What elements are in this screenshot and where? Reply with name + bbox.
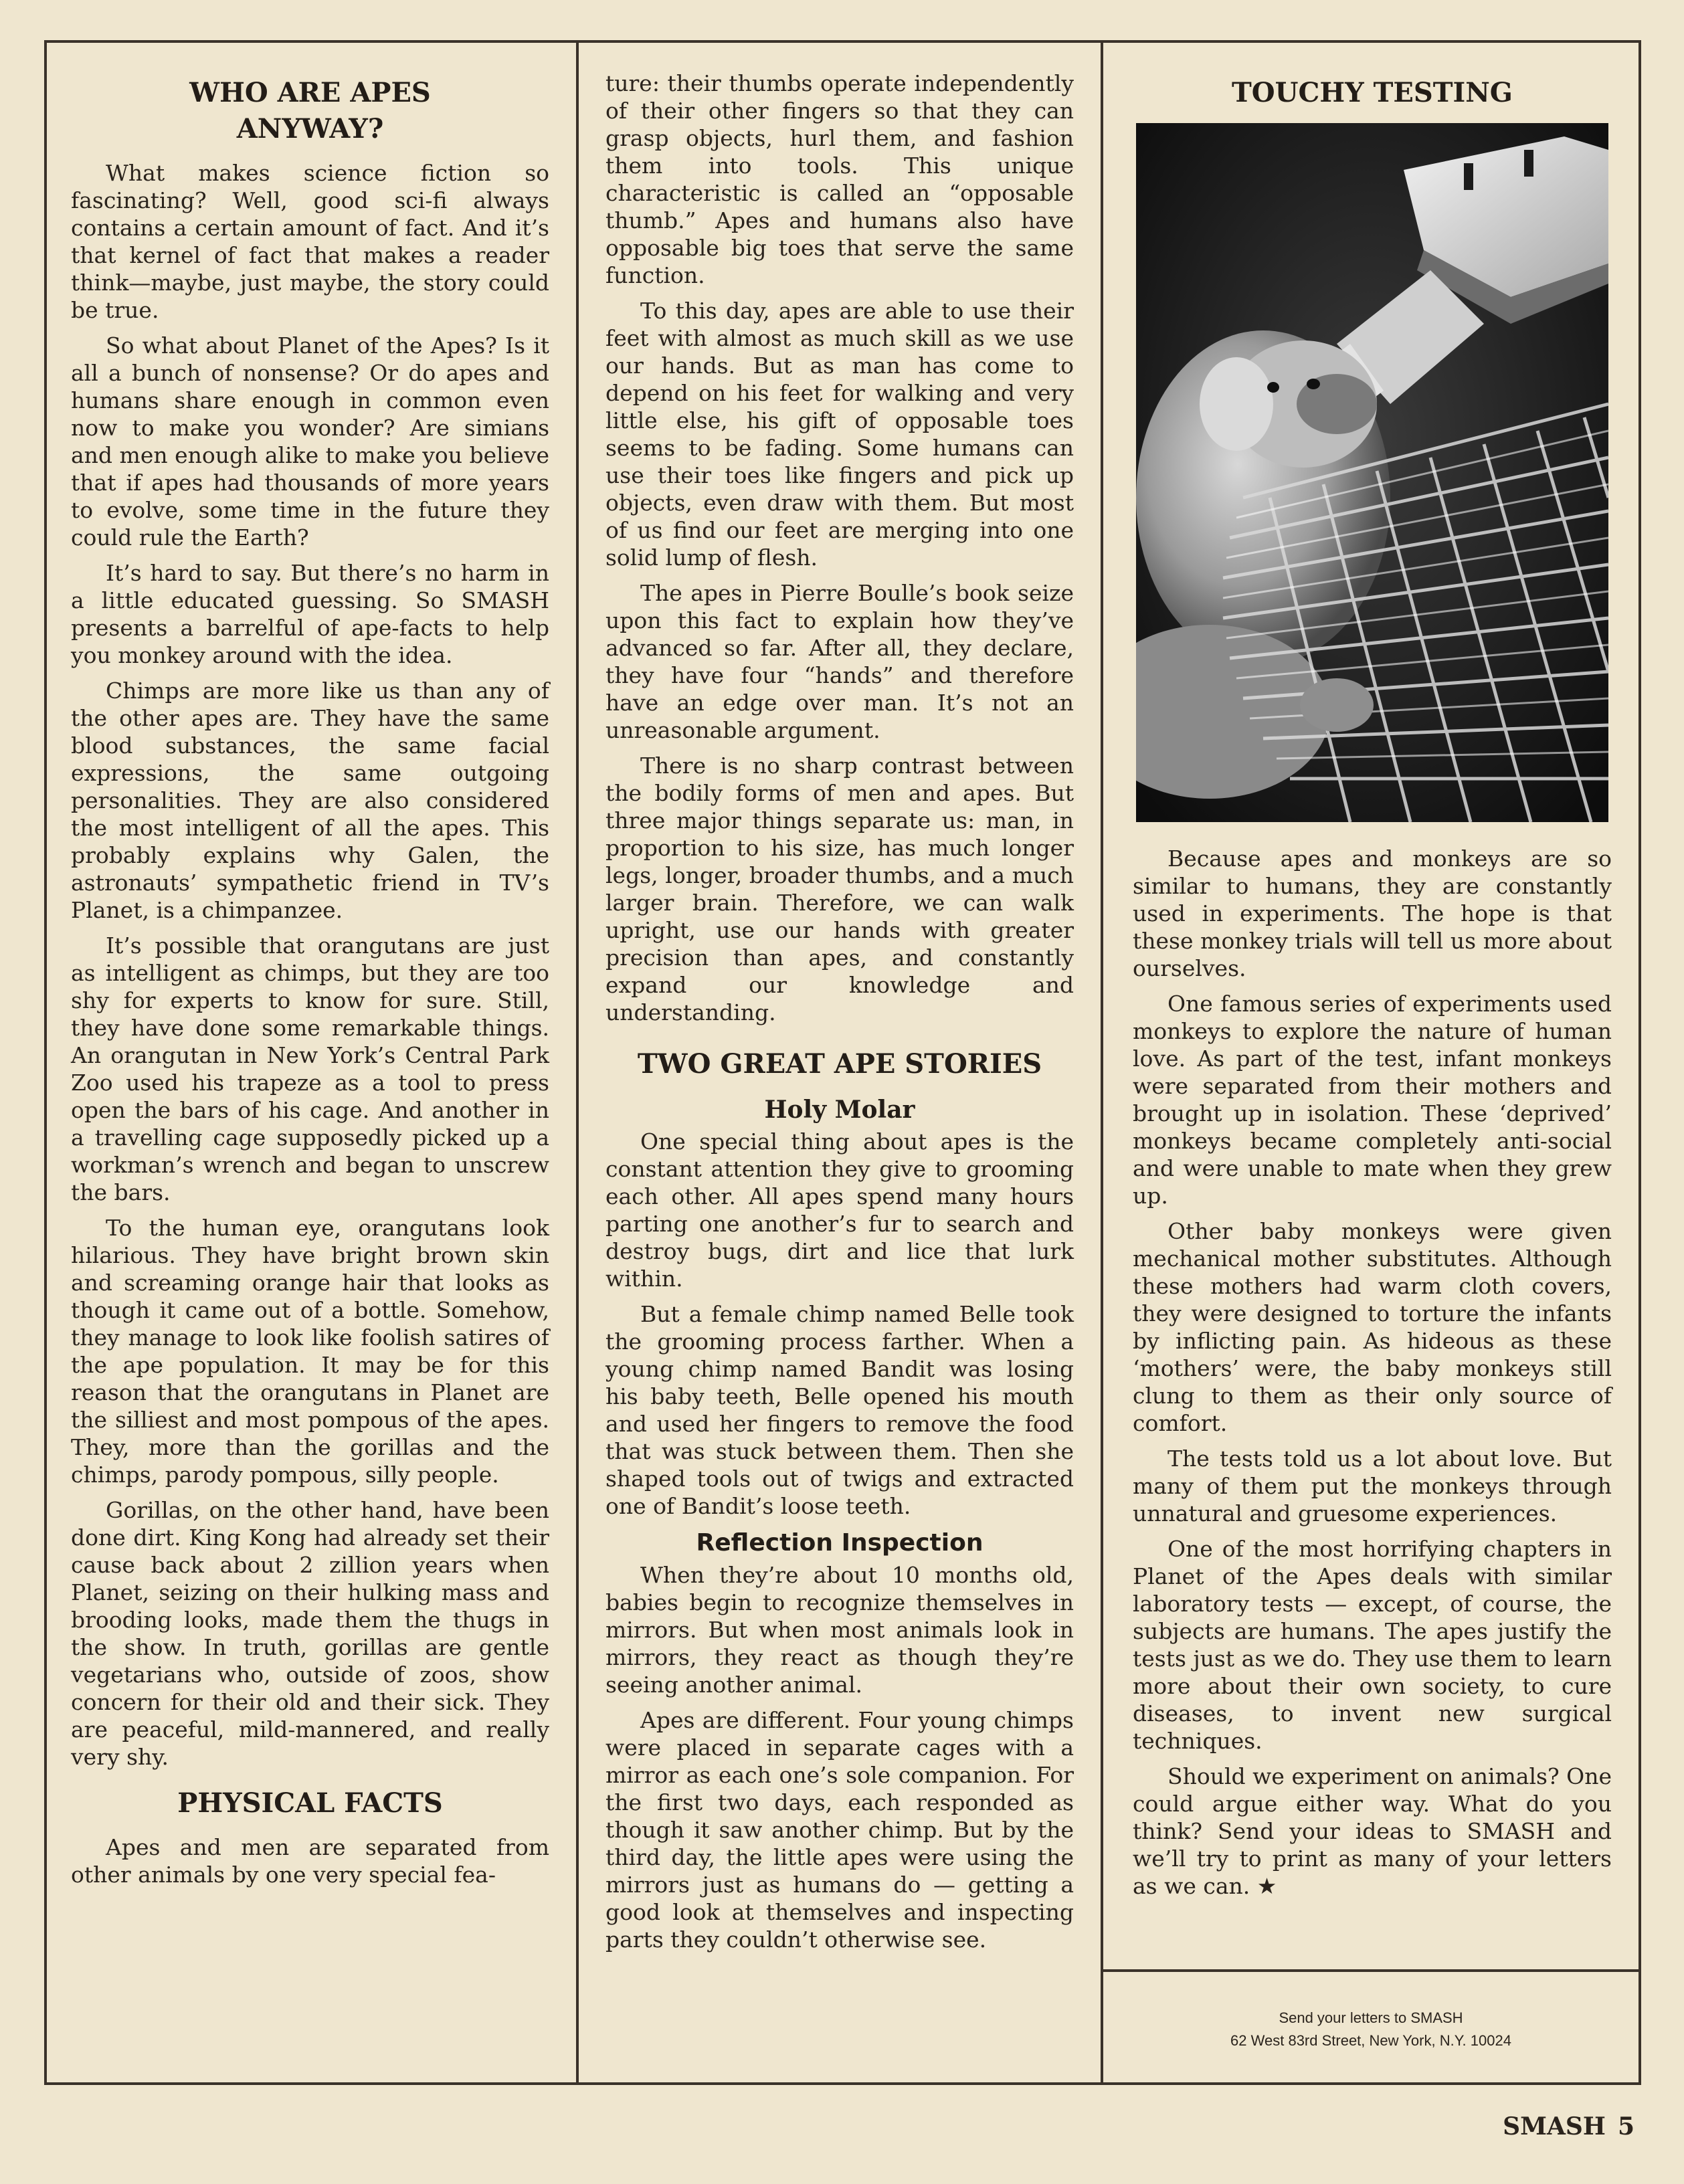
paragraph: It’s possible that orangutans are just as intelligent as chimps, but they are too shy for experts to know for sure. Still, they have done some remarkable things. An orangutan in New York’s Central Park Zoo used his trapeze as a tool to press open the bars of his cage. And another in a travelling cage supposedly picked up a workman’s wrench and began to unscrew the bars. [71,932,549,1205]
magazine-name: SMASH [1503,2112,1606,2141]
paragraph: Apes and men are separated from other animals by one very special fea- [71,1834,549,1888]
section-heading-touchy-testing: TOUCHY TESTING [1232,77,1513,108]
address-line-1: Send your letters to SMASH [1279,2009,1463,2026]
paragraph: To this day, apes are able to use their feet with almost as much skill as we use our hands. But as man has come to depend on his feet for walking and very little else, his gift of opposable toes seems to be fading. Some humans can use their toes like fingers and pick up objects, even draw with them. But most of us find our feet are merging into one solid lump of flesh. [605,298,1074,571]
paragraph: To the human eye, orangutans look hilarious. They have bright brown skin and screaming orange hair that looks as though it came out of a bottle. Somehow, they manage to look like foolish satires of the ape population. It may be for this reason that the orangutans in Planet are the silliest and most pompous of the apes. They, more than the gorillas and the chimps, parody pompous, silly people. [71,1215,549,1488]
paragraph: ture: their thumbs operate independently of their other fingers so that they can grasp objects, hurl them, and fashion them into tools. This unique characteristic is called an “opposable thumb.” Apes and humans also have opposable big toes that serve the same function. [605,70,1074,288]
subheading-reflection-inspection: Reflection Inspection [696,1529,984,1557]
paragraph: But a female chimp named Belle took the grooming process farther. When a young chimp named Bandit was losing his baby teeth, Belle opened his mouth and used her fingers to remove the food that was stuck between them. Then she shaped tools out of twigs and extracted one of Bandit’s loose teeth. [605,1301,1074,1519]
monkey-in-cage-image [1136,123,1608,822]
paragraph: Gorillas, on the other hand, have been done dirt. King Kong had already set their cause back about 2 zillion years when Planet, seizing on their hulking mass and brooding looks, made them the thugs in the show. In truth, gorillas are gentle vegetarians who, outside of zoos, show concern for their old and their sick. They are peaceful, mild-mannered, and really very shy. [71,1497,549,1770]
column-2 [576,40,1101,2085]
paragraph: The apes in Pierre Boulle’s book seize upon this fact to explain how they’ve advanced so far. After all, they declare, they have four “hands” and therefore have an edge over man. It’s not an unreasonable argument. [605,580,1074,743]
paragraph: Apes are different. Four young chimps were placed in separate cages with a mirror as each one’s sole companion. For the first two days, each responded as though it saw another chimp. But by the third day, the little apes were using the mirrors just as humans do — getting a good look at themselves and inspecting parts they couldn’t otherwise see. [605,1707,1074,1953]
paragraph: One of the most horrifying chapters in Planet of the Apes deals with similar laboratory tests — except, of course, the subjects are humans. The apes justify the tests just as we do. They use them to learn more about their own society, to cure diseases, to invent new surgical techniques. [1133,1536,1612,1754]
paragraph: The tests told us a lot about love. But many of them put the monkeys through unnatural and gruesome experiences. [1133,1446,1612,1526]
paragraph: What makes science fiction so fascinating? Well, good sci-fi always contains a certain amount of fact. And it’s that kernel of fact that makes a reader think—maybe, just maybe, the story could be true. [71,160,549,323]
monkey-photo [1136,123,1608,822]
paragraph: Because apes and monkeys are so similar to humans, they are constantly used in experiments. The hope is that these monkey trials will tell us more about ourselves. [1133,846,1612,981]
paragraph: There is no sharp contrast between the bodily forms of men and apes. But three major things separate us: man, in proportion to his size, has much longer legs, longer, broader thumbs, and a much larger brain. Therefore, we can walk upright, use our hands with greater precision than apes, and constantly expand our knowledge and understanding. [605,753,1074,1025]
paragraph: Should we experiment on animals? One could argue either way. What do you think? Send your ideas to SMASH and we’ll try to print as many of your letters as we can. ★ [1133,1763,1612,1899]
address-line-2: 62 West 83rd Street, New York, N.Y. 10024 [1230,2032,1511,2049]
paragraph: Other baby monkeys were given mechanical mother substitutes. Although these mothers had warm cloth covers, they were designed to torture the infants by inflicting pain. As hideous as these ‘mothers’ were, the baby monkeys still clung to them as their only source of comfort. [1133,1218,1612,1436]
page-footer [1491,2112,1634,2141]
section-heading-two-great-ape-stories: TWO GREAT APE STORIES [637,1048,1042,1080]
mailing-address-box [1101,1969,1641,2085]
column-3 [1101,40,1641,2085]
section-heading-physical-facts: PHYSICAL FACTS [177,1787,443,1819]
paragraph: Chimps are more like us than any of the other apes are. They have the same blood substances, the same facial expressions, the same outgoing personalities. They are also considered the most intelligent of all the apes. This probably explains why Galen, the astronauts’ sympathetic friend in TV’s Planet, is a chimpanzee. [71,678,549,923]
page-number: 5 [1617,2112,1634,2141]
paragraph: It’s hard to say. But there’s no harm in a little educated guessing. So SMASH presents a barrelful of ape-facts to help you monkey around with the idea. [71,560,549,668]
paragraph: One famous series of experiments used monkeys to explore the nature of human love. As part of the test, infant monkeys were separated from their mothers and brought up in isolation. These ‘deprived’ monkeys became completely anti-social and were unable to mate when they grew up. [1133,991,1612,1209]
paragraph: When they’re about 10 months old, babies begin to recognize themselves in mirrors. But when most animals look in mirrors, they react as though they’re seeing another animal. [605,1562,1074,1698]
column-1 [44,40,576,2085]
paragraph: One special thing about apes is the constant attention they give to grooming each other. All apes spend many hours parting one another’s fur to search and destroy bugs, dirt and lice that lurk within. [605,1128,1074,1292]
paragraph: So what about Planet of the Apes? Is it all a bunch of nonsense? Or do apes and humans share enough in common even now to make you wonder? Are simians and men enough alike to make you believe that if apes had thousands of more years to evolve, some time in the future they could rule the Earth? [71,332,549,551]
article-heading-who-are-apes: WHO ARE APES ANYWAY? [189,77,431,144]
subheading-holy-molar: Holy Molar [764,1096,915,1124]
